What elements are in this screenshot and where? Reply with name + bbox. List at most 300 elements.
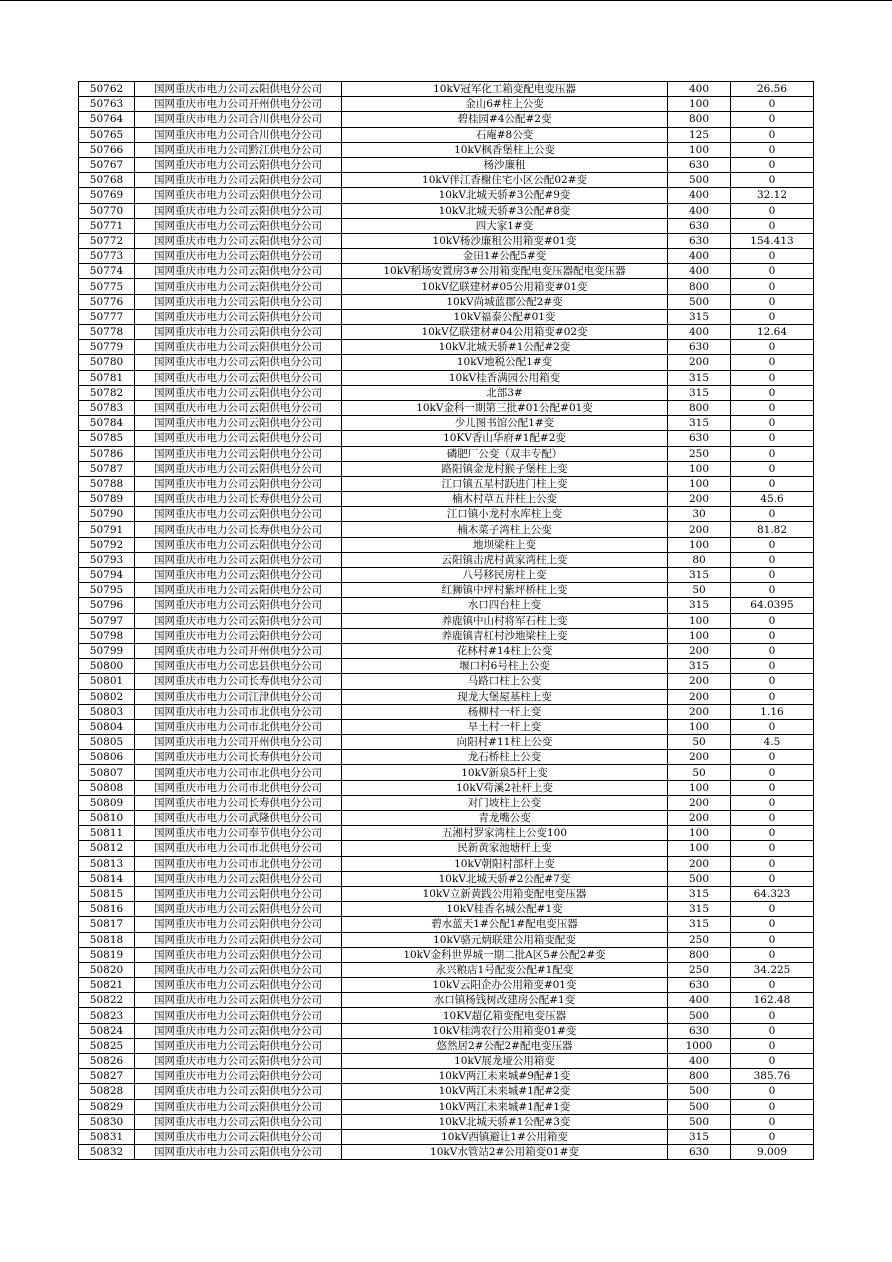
company-cell: 国网重庆市电力公司云阳供电分公司	[135, 628, 342, 643]
value-cell: 0	[731, 461, 814, 476]
value-cell: 0	[731, 279, 814, 294]
capacity-cell: 630	[668, 157, 731, 172]
transformer-name-cell: 10kV两江未来城#1配#1变	[342, 1099, 668, 1114]
transformer-name-cell: 龙石桥柱上公变	[342, 750, 668, 765]
capacity-cell: 100	[668, 97, 731, 112]
table-row	[79, 340, 814, 355]
table-row	[79, 841, 814, 856]
table-body	[79, 82, 814, 1160]
value-cell: 0	[731, 765, 814, 780]
company-cell: 国网重庆市电力公司云阳供电分公司	[135, 188, 342, 203]
row-id-cell: 50762	[79, 82, 135, 97]
value-cell: 0	[731, 142, 814, 157]
value-cell: 0	[731, 1099, 814, 1114]
table-row	[79, 142, 814, 157]
table-row	[79, 795, 814, 810]
transformer-name-cell: 养鹿镇中山村将军石柱上变	[342, 613, 668, 628]
value-cell: 0	[731, 689, 814, 704]
company-cell: 国网重庆市电力公司长寿供电分公司	[135, 522, 342, 537]
transformer-name-cell: 向阳村#11柱上公变	[342, 735, 668, 750]
company-cell: 国网重庆市电力公司云阳供电分公司	[135, 598, 342, 613]
capacity-cell: 50	[668, 765, 731, 780]
capacity-cell: 630	[668, 218, 731, 233]
capacity-cell: 630	[668, 1023, 731, 1038]
transformer-name-cell: 10kV福泰公配#01变	[342, 309, 668, 324]
table-row	[79, 1008, 814, 1023]
company-cell: 国网重庆市电力公司云阳供电分公司	[135, 1145, 342, 1160]
transformer-name-cell: 10kV展龙垭公用箱变	[342, 1054, 668, 1069]
company-cell: 国网重庆市电力公司合川供电分公司	[135, 112, 342, 127]
transformer-name-cell: 10kV北城天骄#3公配#8变	[342, 203, 668, 218]
table-row	[79, 735, 814, 750]
company-cell: 国网重庆市电力公司云阳供电分公司	[135, 400, 342, 415]
table-row	[79, 1145, 814, 1160]
row-id-cell: 50832	[79, 1145, 135, 1160]
capacity-cell: 315	[668, 568, 731, 583]
transformer-name-cell: 八号移民房柱上变	[342, 568, 668, 583]
transformer-name-cell: 碧水蓝天1#公配1#配电变压器	[342, 917, 668, 932]
company-cell: 国网重庆市电力公司云阳供电分公司	[135, 157, 342, 172]
capacity-cell: 250	[668, 932, 731, 947]
value-cell: 0	[731, 431, 814, 446]
company-cell: 国网重庆市电力公司忠县供电分公司	[135, 659, 342, 674]
row-id-cell: 50822	[79, 993, 135, 1008]
transformer-name-cell: 10kV伴江香榭住宅小区公配02#变	[342, 173, 668, 188]
capacity-cell: 315	[668, 385, 731, 400]
capacity-cell: 200	[668, 704, 731, 719]
company-cell: 国网重庆市电力公司云阳供电分公司	[135, 507, 342, 522]
transformer-name-cell: 杨沙廉租	[342, 157, 668, 172]
company-cell: 国网重庆市电力公司云阳供电分公司	[135, 993, 342, 1008]
table-row	[79, 476, 814, 491]
value-cell: 0	[731, 613, 814, 628]
value-cell: 32.12	[731, 188, 814, 203]
value-cell: 154.413	[731, 233, 814, 248]
capacity-cell: 800	[668, 1069, 731, 1084]
capacity-cell: 800	[668, 400, 731, 415]
company-cell: 国网重庆市电力公司云阳供电分公司	[135, 385, 342, 400]
table-row	[79, 446, 814, 461]
row-id-cell: 50827	[79, 1069, 135, 1084]
capacity-cell: 315	[668, 917, 731, 932]
table-row	[79, 765, 814, 780]
row-id-cell: 50801	[79, 674, 135, 689]
row-id-cell: 50771	[79, 218, 135, 233]
capacity-cell: 400	[668, 249, 731, 264]
company-cell: 国网重庆市电力公司市北供电分公司	[135, 719, 342, 734]
table-row	[79, 97, 814, 112]
row-id-cell: 50816	[79, 902, 135, 917]
company-cell: 国网重庆市电力公司市北供电分公司	[135, 780, 342, 795]
table-row	[79, 355, 814, 370]
row-id-cell: 50806	[79, 750, 135, 765]
transformer-name-cell: 江口镇五星村跃进门柱上变	[342, 476, 668, 491]
company-cell: 国网重庆市电力公司长寿供电分公司	[135, 492, 342, 507]
capacity-cell: 400	[668, 188, 731, 203]
row-id-cell: 50775	[79, 279, 135, 294]
row-id-cell: 50799	[79, 643, 135, 658]
row-id-cell: 50780	[79, 355, 135, 370]
capacity-cell: 400	[668, 82, 731, 97]
company-cell: 国网重庆市电力公司云阳供电分公司	[135, 552, 342, 567]
row-id-cell: 50795	[79, 583, 135, 598]
row-id-cell: 50804	[79, 719, 135, 734]
transformer-name-cell: 水口四台柱上变	[342, 598, 668, 613]
company-cell: 国网重庆市电力公司开州供电分公司	[135, 735, 342, 750]
transformer-name-cell: 杨柳村一杆上变	[342, 704, 668, 719]
value-cell: 0	[731, 370, 814, 385]
transformer-name-cell: 10kV北城天骄#3公配#9变	[342, 188, 668, 203]
row-id-cell: 50786	[79, 446, 135, 461]
table-row	[79, 1114, 814, 1129]
value-cell: 12.64	[731, 325, 814, 340]
row-id-cell: 50798	[79, 628, 135, 643]
row-id-cell: 50794	[79, 568, 135, 583]
table-row	[79, 157, 814, 172]
company-cell: 国网重庆市电力公司市北供电分公司	[135, 856, 342, 871]
row-id-cell: 50764	[79, 112, 135, 127]
row-id-cell: 50814	[79, 871, 135, 886]
company-cell: 国网重庆市电力公司开州供电分公司	[135, 643, 342, 658]
row-id-cell: 50763	[79, 97, 135, 112]
capacity-cell: 200	[668, 811, 731, 826]
table-row	[79, 552, 814, 567]
table-row	[79, 932, 814, 947]
transformer-name-cell: 10kV水管站2#公用箱变01#变	[342, 1145, 668, 1160]
company-cell: 国网重庆市电力公司云阳供电分公司	[135, 886, 342, 901]
company-cell: 国网重庆市电力公司云阳供电分公司	[135, 461, 342, 476]
row-id-cell: 50823	[79, 1008, 135, 1023]
transformer-name-cell: 永兴粮店1号配变公配#1配变	[342, 962, 668, 977]
table-row	[79, 826, 814, 841]
row-id-cell: 50793	[79, 552, 135, 567]
value-cell: 4.5	[731, 735, 814, 750]
capacity-cell: 200	[668, 522, 731, 537]
table-row	[79, 886, 814, 901]
company-cell: 国网重庆市电力公司云阳供电分公司	[135, 325, 342, 340]
capacity-cell: 315	[668, 309, 731, 324]
company-cell: 国网重庆市电力公司云阳供电分公司	[135, 1084, 342, 1099]
table-row	[79, 370, 814, 385]
table-row	[79, 507, 814, 522]
value-cell: 0	[731, 294, 814, 309]
transformer-name-cell: 10kV尚城蓝郡公配2#变	[342, 294, 668, 309]
table-row	[79, 127, 814, 142]
transformer-name-cell: 10kV骆元炳联建公用箱变配变	[342, 932, 668, 947]
capacity-cell: 630	[668, 431, 731, 446]
value-cell: 81.82	[731, 522, 814, 537]
row-id-cell: 50765	[79, 127, 135, 142]
row-id-cell: 50777	[79, 309, 135, 324]
capacity-cell: 125	[668, 127, 731, 142]
capacity-cell: 500	[668, 1084, 731, 1099]
capacity-cell: 50	[668, 583, 731, 598]
transformer-name-cell: 堰口村6号柱上公变	[342, 659, 668, 674]
transformer-name-cell: 石庵#8公变	[342, 127, 668, 142]
table-row	[79, 750, 814, 765]
capacity-cell: 400	[668, 264, 731, 279]
company-cell: 国网重庆市电力公司江津供电分公司	[135, 689, 342, 704]
capacity-cell: 100	[668, 537, 731, 552]
company-cell: 国网重庆市电力公司云阳供电分公司	[135, 340, 342, 355]
capacity-cell: 250	[668, 446, 731, 461]
company-cell: 国网重庆市电力公司云阳供电分公司	[135, 218, 342, 233]
value-cell: 0	[731, 932, 814, 947]
value-cell: 0	[731, 978, 814, 993]
value-cell: 0	[731, 340, 814, 355]
company-cell: 国网重庆市电力公司云阳供电分公司	[135, 416, 342, 431]
value-cell: 0	[731, 476, 814, 491]
transformer-table	[78, 81, 814, 1160]
table-row	[79, 978, 814, 993]
value-cell: 0	[731, 355, 814, 370]
table-row	[79, 659, 814, 674]
value-cell: 0	[731, 173, 814, 188]
company-cell: 国网重庆市电力公司云阳供电分公司	[135, 82, 342, 97]
transformer-name-cell: 10KV香山华府#1配#2变	[342, 431, 668, 446]
row-id-cell: 50825	[79, 1038, 135, 1053]
value-cell: 0	[731, 446, 814, 461]
row-id-cell: 50803	[79, 704, 135, 719]
company-cell: 国网重庆市电力公司云阳供电分公司	[135, 1069, 342, 1084]
transformer-name-cell: 磷肥厂公变（双丰专配）	[342, 446, 668, 461]
transformer-name-cell: 10kV两江未来城#9配#1变	[342, 1069, 668, 1084]
row-id-cell: 50773	[79, 249, 135, 264]
transformer-name-cell: 10kV杨沙廉租公用箱变#01变	[342, 233, 668, 248]
value-cell: 0	[731, 643, 814, 658]
table-row	[79, 82, 814, 97]
company-cell: 国网重庆市电力公司云阳供电分公司	[135, 446, 342, 461]
transformer-name-cell: 水口镇杨钱树改建房公配#1变	[342, 993, 668, 1008]
transformer-name-cell: 10kV稻场安置房3#公用箱变配电变压器配电变压器	[342, 264, 668, 279]
transformer-name-cell: 10kV金科世界城一期二批A区5#公配2#变	[342, 947, 668, 962]
transformer-name-cell: 路阳镇金龙村猴子堡柱上变	[342, 461, 668, 476]
table-row	[79, 993, 814, 1008]
table-row	[79, 902, 814, 917]
value-cell: 0	[731, 780, 814, 795]
capacity-cell: 315	[668, 416, 731, 431]
table-row	[79, 416, 814, 431]
value-cell: 0	[731, 568, 814, 583]
row-id-cell: 50811	[79, 826, 135, 841]
table-row	[79, 780, 814, 795]
value-cell: 0	[731, 97, 814, 112]
capacity-cell: 200	[668, 750, 731, 765]
row-id-cell: 50829	[79, 1099, 135, 1114]
transformer-name-cell: 10kV冠军化工箱变配电变压器	[342, 82, 668, 97]
capacity-cell: 250	[668, 962, 731, 977]
value-cell: 0	[731, 674, 814, 689]
value-cell: 9.009	[731, 1145, 814, 1160]
value-cell: 0	[731, 871, 814, 886]
table-row	[79, 173, 814, 188]
table-row	[79, 431, 814, 446]
company-cell: 国网重庆市电力公司云阳供电分公司	[135, 203, 342, 218]
capacity-cell: 100	[668, 461, 731, 476]
row-id-cell: 50784	[79, 416, 135, 431]
company-cell: 国网重庆市电力公司长寿供电分公司	[135, 750, 342, 765]
table-row	[79, 309, 814, 324]
transformer-name-cell: 10KV超亿箱变配电变压器	[342, 1008, 668, 1023]
company-cell: 国网重庆市电力公司云阳供电分公司	[135, 294, 342, 309]
table-row	[79, 856, 814, 871]
company-cell: 国网重庆市电力公司云阳供电分公司	[135, 917, 342, 932]
company-cell: 国网重庆市电力公司云阳供电分公司	[135, 279, 342, 294]
transformer-name-cell: 楠木菜子湾柱上公变	[342, 522, 668, 537]
company-cell: 国网重庆市电力公司云阳供电分公司	[135, 309, 342, 324]
company-cell: 国网重庆市电力公司云阳供电分公司	[135, 902, 342, 917]
company-cell: 国网重庆市电力公司云阳供电分公司	[135, 249, 342, 264]
value-cell: 0	[731, 507, 814, 522]
capacity-cell: 630	[668, 978, 731, 993]
transformer-name-cell: 花林村#14柱上公变	[342, 643, 668, 658]
company-cell: 国网重庆市电力公司云阳供电分公司	[135, 233, 342, 248]
capacity-cell: 500	[668, 294, 731, 309]
row-id-cell: 50810	[79, 811, 135, 826]
capacity-cell: 80	[668, 552, 731, 567]
table-row	[79, 218, 814, 233]
company-cell: 国网重庆市电力公司云阳供电分公司	[135, 264, 342, 279]
company-cell: 国网重庆市电力公司云阳供电分公司	[135, 1129, 342, 1144]
row-id-cell: 50800	[79, 659, 135, 674]
transformer-name-cell: 悠然居2#公配2#配电变压器	[342, 1038, 668, 1053]
value-cell: 0	[731, 1129, 814, 1144]
row-id-cell: 50770	[79, 203, 135, 218]
transformer-name-cell: 10kV新泉5杆上变	[342, 765, 668, 780]
company-cell: 国网重庆市电力公司长寿供电分公司	[135, 674, 342, 689]
transformer-name-cell: 10kV立新黄践公用箱变配电变压器	[342, 886, 668, 901]
table-row	[79, 613, 814, 628]
company-cell: 国网重庆市电力公司云阳供电分公司	[135, 1054, 342, 1069]
table-row	[79, 689, 814, 704]
value-cell: 45.6	[731, 492, 814, 507]
value-cell: 26.56	[731, 82, 814, 97]
capacity-cell: 200	[668, 674, 731, 689]
value-cell: 0	[731, 309, 814, 324]
table-row	[79, 628, 814, 643]
table-row	[79, 249, 814, 264]
row-id-cell: 50813	[79, 856, 135, 871]
table-row	[79, 674, 814, 689]
company-cell: 国网重庆市电力公司市北供电分公司	[135, 765, 342, 780]
transformer-name-cell: 金山6#柱上公变	[342, 97, 668, 112]
transformer-name-cell: 地坝梁柱上变	[342, 537, 668, 552]
company-cell: 国网重庆市电力公司云阳供电分公司	[135, 431, 342, 446]
row-id-cell: 50818	[79, 932, 135, 947]
transformer-name-cell: 马路口柱上公变	[342, 674, 668, 689]
company-cell: 国网重庆市电力公司云阳供电分公司	[135, 1008, 342, 1023]
capacity-cell: 800	[668, 112, 731, 127]
table-row	[79, 522, 814, 537]
capacity-cell: 500	[668, 1008, 731, 1023]
value-cell: 0	[731, 902, 814, 917]
table-row	[79, 643, 814, 658]
table-row	[79, 947, 814, 962]
table-row	[79, 1129, 814, 1144]
company-cell: 国网重庆市电力公司云阳供电分公司	[135, 568, 342, 583]
capacity-cell: 100	[668, 826, 731, 841]
transformer-name-cell: 楠木村草五井柱上公变	[342, 492, 668, 507]
value-cell: 0	[731, 917, 814, 932]
capacity-cell: 630	[668, 340, 731, 355]
table-row	[79, 1084, 814, 1099]
capacity-cell: 200	[668, 355, 731, 370]
capacity-cell: 630	[668, 1145, 731, 1160]
page-top-rule	[0, 0, 892, 1]
table-row	[79, 233, 814, 248]
value-cell: 0	[731, 112, 814, 127]
transformer-name-cell: 对门坡柱上公变	[342, 795, 668, 810]
company-cell: 国网重庆市电力公司云阳供电分公司	[135, 537, 342, 552]
transformer-name-cell: 10kV桂香满园公用箱变	[342, 370, 668, 385]
row-id-cell: 50824	[79, 1023, 135, 1038]
capacity-cell: 100	[668, 628, 731, 643]
company-cell: 国网重庆市电力公司市北供电分公司	[135, 841, 342, 856]
value-cell: 0	[731, 1008, 814, 1023]
table-row	[79, 461, 814, 476]
capacity-cell: 200	[668, 689, 731, 704]
value-cell: 0	[731, 537, 814, 552]
company-cell: 国网重庆市电力公司云阳供电分公司	[135, 583, 342, 598]
transformer-name-cell: 10kV金科一期第三批#01公配#01变	[342, 400, 668, 415]
row-id-cell: 50769	[79, 188, 135, 203]
transformer-name-cell: 青龙嘴公变	[342, 811, 668, 826]
transformer-name-cell: 碧桂园#4公配#2变	[342, 112, 668, 127]
value-cell: 0	[731, 218, 814, 233]
company-cell: 国网重庆市电力公司云阳供电分公司	[135, 173, 342, 188]
capacity-cell: 630	[668, 233, 731, 248]
row-id-cell: 50796	[79, 598, 135, 613]
company-cell: 国网重庆市电力公司黔江供电分公司	[135, 142, 342, 157]
row-id-cell: 50791	[79, 522, 135, 537]
company-cell: 国网重庆市电力公司开州供电分公司	[135, 97, 342, 112]
table-row	[79, 112, 814, 127]
row-id-cell: 50830	[79, 1114, 135, 1129]
capacity-cell: 500	[668, 173, 731, 188]
table-row	[79, 1038, 814, 1053]
table-row	[79, 583, 814, 598]
row-id-cell: 50826	[79, 1054, 135, 1069]
row-id-cell: 50785	[79, 431, 135, 446]
row-id-cell: 50766	[79, 142, 135, 157]
table-row	[79, 1069, 814, 1084]
value-cell: 0	[731, 659, 814, 674]
row-id-cell: 50772	[79, 233, 135, 248]
capacity-cell: 315	[668, 886, 731, 901]
value-cell: 0	[731, 719, 814, 734]
transformer-name-cell: 10kV云阳企办公用箱变#01变	[342, 978, 668, 993]
transformer-name-cell: 养鹿镇青杠村沙地梁柱上变	[342, 628, 668, 643]
row-id-cell: 50808	[79, 780, 135, 795]
capacity-cell: 200	[668, 492, 731, 507]
table-row	[79, 188, 814, 203]
capacity-cell: 800	[668, 947, 731, 962]
value-cell: 0	[731, 157, 814, 172]
value-cell: 0	[731, 1038, 814, 1053]
company-cell: 国网重庆市电力公司云阳供电分公司	[135, 370, 342, 385]
value-cell: 0	[731, 750, 814, 765]
capacity-cell: 400	[668, 993, 731, 1008]
table-row	[79, 492, 814, 507]
table-row	[79, 962, 814, 977]
row-id-cell: 50797	[79, 613, 135, 628]
transformer-name-cell: 五湘村罗家湾柱上公变100	[342, 826, 668, 841]
company-cell: 国网重庆市电力公司云阳供电分公司	[135, 947, 342, 962]
transformer-name-cell: 云阳镇击虎村黄家湾柱上变	[342, 552, 668, 567]
capacity-cell: 100	[668, 841, 731, 856]
company-cell: 国网重庆市电力公司云阳供电分公司	[135, 1099, 342, 1114]
table-row	[79, 719, 814, 734]
